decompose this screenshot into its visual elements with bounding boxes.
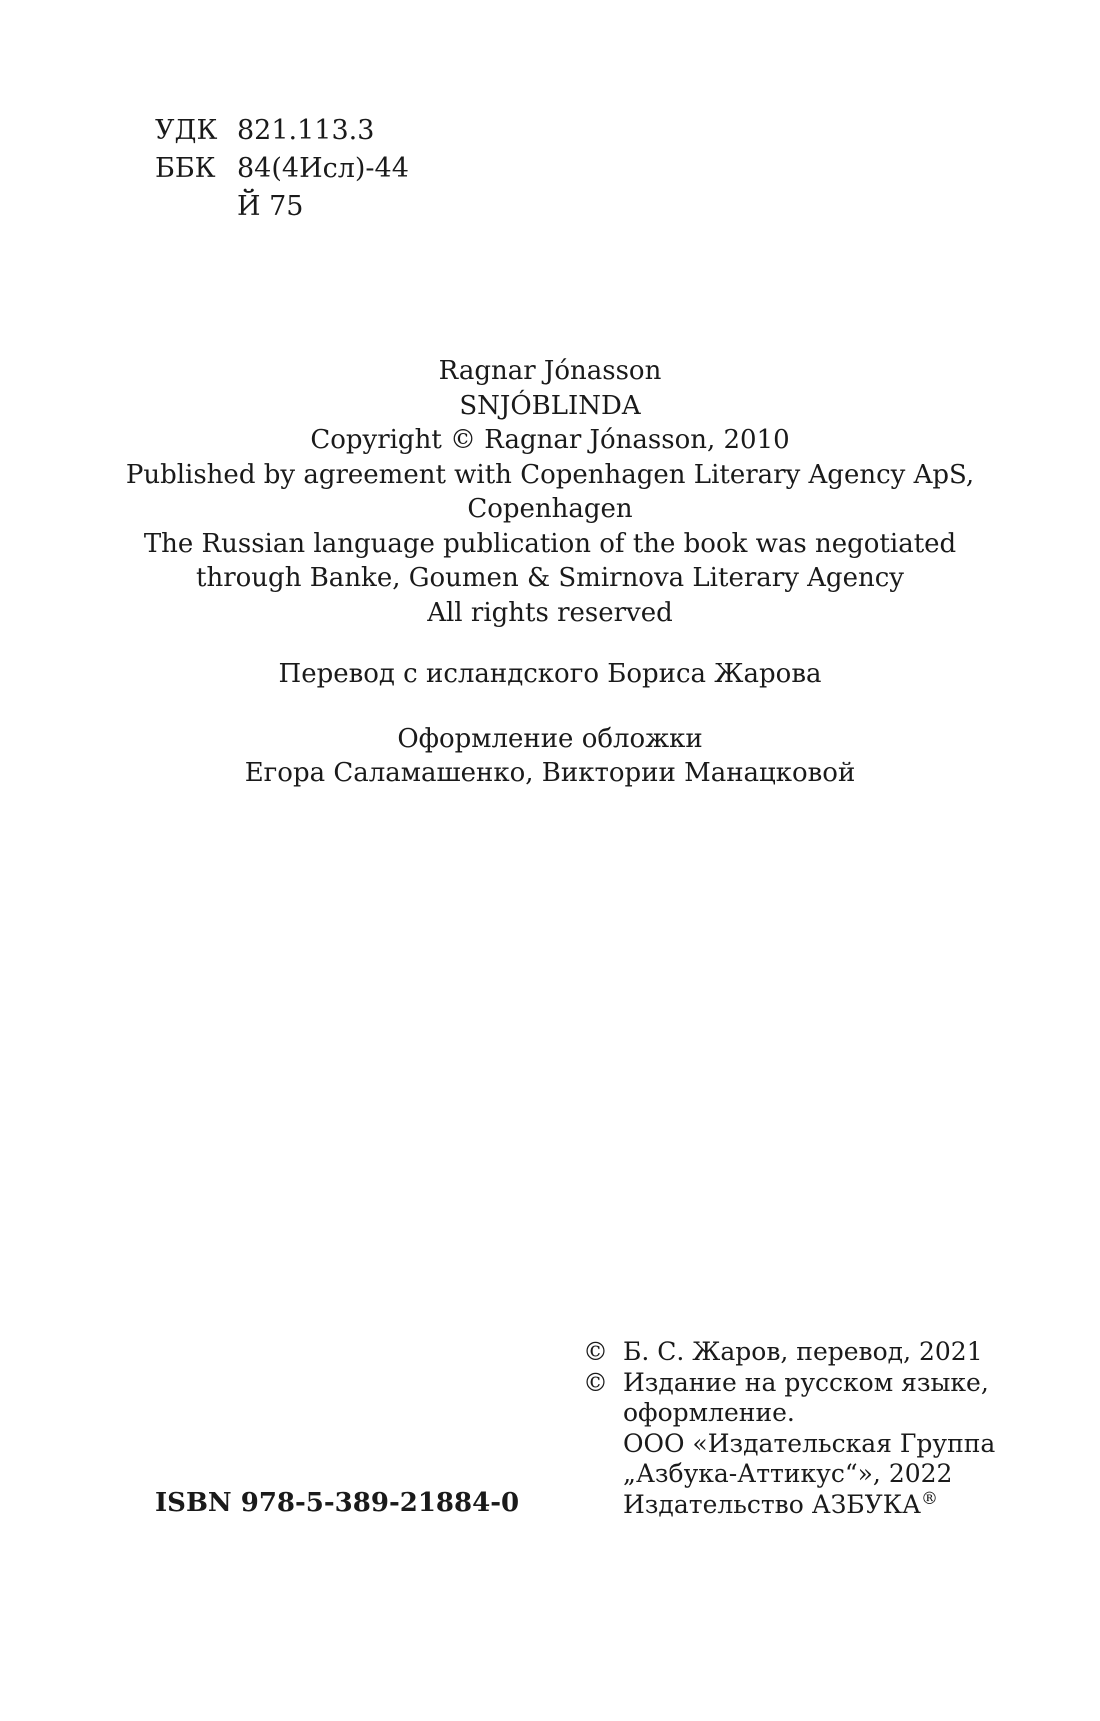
translation-copyright-notice [583, 1337, 995, 1368]
copyright-symbol: © [583, 1337, 608, 1366]
author-mark-row [155, 188, 409, 226]
cover-design-credit [0, 722, 1100, 790]
translation-copyright-text: Б. С. Жаров, перевод, 2021 [623, 1337, 983, 1366]
original-copyright: Copyright © Ragnar Jónasson, 2010 [310, 425, 790, 455]
classification-block [155, 112, 409, 226]
original-author: Ragnar Jónasson [438, 356, 662, 386]
isbn: ISBN 978-5-389-21884-0 [155, 1488, 520, 1518]
author-mark: Й 75 [237, 191, 304, 222]
registered-mark: ® [921, 1488, 938, 1509]
edition-line-3: ООО «Издательская Группа [623, 1428, 996, 1458]
edition-line-1: Издание на русском языке, [623, 1367, 989, 1397]
copyright-symbol: © [583, 1367, 608, 1397]
translator-line: Перевод с исландского Бориса Жарова [278, 659, 822, 689]
russian-publication-line2: through Banke, Goumen & Smirnova Literary Agency [196, 563, 904, 593]
edition-line-5 [623, 1490, 995, 1521]
cover-design-label: Оформление обложки [397, 724, 703, 754]
cover-designers: Егора Саламашенко, Виктории Манацковой [244, 758, 856, 788]
udk-label: УДК [155, 115, 218, 146]
published-agreement-line2: Copenhagen [467, 494, 633, 524]
translation-credit [0, 657, 1100, 691]
edition-copyright-notice [583, 1368, 995, 1521]
bbk-label: ББК [155, 153, 216, 184]
bbk-value: 84(4Исл)-44 [237, 153, 409, 184]
copyright-notices [583, 1337, 995, 1520]
russian-publication-line1: The Russian language publication of the book was negotiated [143, 528, 957, 559]
udk-row [155, 112, 409, 150]
original-title: SNJÓBLINDA [459, 390, 641, 421]
published-agreement-line1: Published by agreement with Copenhagen Literary Agency ApS, [125, 459, 975, 490]
edition-line-4: „Азбука-Аттикус“», 2022 [623, 1459, 953, 1488]
edition-line-2: оформление. [623, 1398, 795, 1427]
publisher-name: Издательство АЗБУКА [623, 1489, 921, 1519]
original-rights-block [0, 354, 1100, 630]
rights-reserved: All rights reserved [427, 597, 673, 628]
bbk-row [155, 150, 409, 188]
udk-value: 821.113.3 [237, 115, 375, 146]
